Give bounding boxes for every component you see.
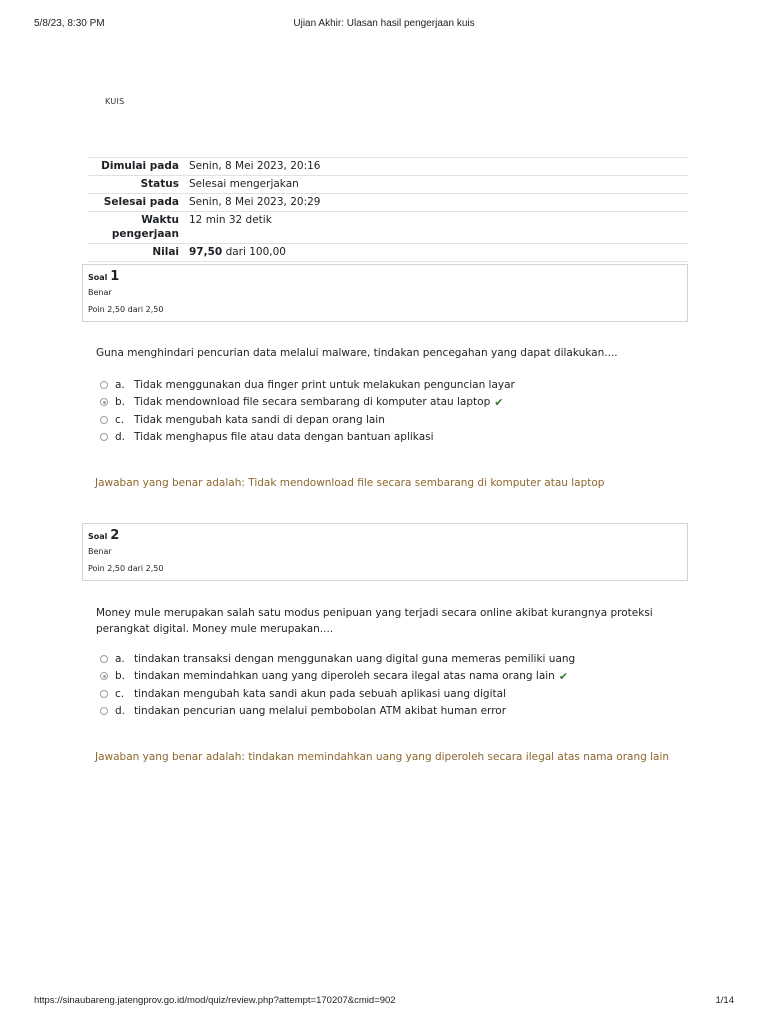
question-1-answers xyxy=(100,376,515,446)
summary-label: Dimulai pada xyxy=(101,160,179,172)
answer-option-selected[interactable]: b. tindakan memindahkan uang yang diperoleh secara ilegal atas nama orang lain ✔ xyxy=(100,668,575,686)
answer-option[interactable]: a. tindakan transaksi dengan menggunakan uang digital guna memeras pemiliki uang xyxy=(100,650,575,668)
print-url: https://sinaubareng.jatengprov.go.id/mod/quiz/review.php?attempt=170207&cmid=902 xyxy=(34,995,396,1006)
summary-value xyxy=(187,244,688,262)
grade-max: dari 100,00 xyxy=(225,246,286,258)
answer-option[interactable]: a. Tidak menggunakan dua finger print untuk melakukan penguncian layar xyxy=(100,376,515,394)
radio-button[interactable] xyxy=(100,381,108,389)
answer-option[interactable]: d. tindakan pencurian uang melalui pembobolan ATM akibat human error xyxy=(100,703,575,721)
attempt-summary-table xyxy=(88,157,688,262)
summary-row-completed xyxy=(88,194,688,212)
summary-value: 12 min 32 detik xyxy=(189,214,272,226)
radio-button-checked[interactable] xyxy=(100,672,108,680)
radio-button[interactable] xyxy=(100,707,108,715)
summary-value: Senin, 8 Mei 2023, 20:16 xyxy=(189,160,321,172)
radio-button-checked[interactable] xyxy=(100,398,108,406)
summary-row-status xyxy=(88,176,688,194)
question-1-right-answer: Jawaban yang benar adalah: Tidak mendownload file secara sembarang di komputer atau laptop xyxy=(95,477,605,489)
question-2-right-answer: Jawaban yang benar adalah: tindakan memindahkan uang yang diperoleh secara ilegal atas nama orang lain xyxy=(95,751,670,763)
summary-label: Status xyxy=(140,178,179,190)
answer-option[interactable]: c. Tidak mengubah kata sandi di depan orang lain xyxy=(100,411,515,429)
summary-row-started xyxy=(88,158,688,176)
question-1-text: Guna menghindari pencurian data melalui malware, tindakan pencegahan yang dapat dilakukan.... xyxy=(96,347,618,359)
question-grade: Poin 2,50 dari 2,50 xyxy=(88,305,164,314)
print-datetime: 5/8/23, 8:30 PM xyxy=(34,18,105,29)
question-state: Benar xyxy=(88,547,112,556)
answer-option[interactable]: d. Tidak menghapus file atau data dengan bantuan aplikasi xyxy=(100,429,515,447)
print-page-number: 1/14 xyxy=(715,995,734,1006)
answer-option-selected[interactable]: b. Tidak mendownload file secara sembarang di komputer atau laptop ✔ xyxy=(100,394,515,412)
summary-label: Selesai pada xyxy=(103,196,179,208)
question-number: Soal 1 xyxy=(88,269,120,284)
correct-check-icon: ✔ xyxy=(494,395,504,409)
answer-option[interactable]: c. tindakan mengubah kata sandi akun pada sebuah aplikasi uang digital xyxy=(100,685,575,703)
correct-check-icon: ✔ xyxy=(558,669,569,683)
summary-row-duration xyxy=(88,212,688,244)
question-number: Soal 2 xyxy=(88,528,120,543)
breadcrumb[interactable] xyxy=(105,97,125,106)
summary-row-grade xyxy=(88,244,688,262)
grade-score: 97,50 xyxy=(189,246,223,258)
print-title: Ujian Akhir: Ulasan hasil pengerjaan kuis xyxy=(293,18,475,29)
question-grade: Poin 2,50 dari 2,50 xyxy=(88,564,164,573)
breadcrumb-item-kuis[interactable]: KUIS xyxy=(105,97,125,106)
question-2-answers xyxy=(100,650,575,720)
summary-label: Waktu pengerjaan xyxy=(111,214,179,240)
summary-value: Senin, 8 Mei 2023, 20:29 xyxy=(189,196,321,208)
radio-button[interactable] xyxy=(100,655,108,663)
summary-value: Selesai mengerjakan xyxy=(189,178,299,190)
question-2-info xyxy=(82,523,688,581)
radio-button[interactable] xyxy=(100,433,108,441)
summary-label: Nilai xyxy=(152,246,179,258)
radio-button[interactable] xyxy=(100,416,108,424)
radio-button[interactable] xyxy=(100,690,108,698)
question-state: Benar xyxy=(88,288,112,297)
question-2-text: Money mule merupakan salah satu modus penipuan yang terjadi secara online akibat kurangnya proteksi perangkat digital. Money mule merupakan.... xyxy=(96,607,653,635)
question-1-info xyxy=(82,264,688,322)
